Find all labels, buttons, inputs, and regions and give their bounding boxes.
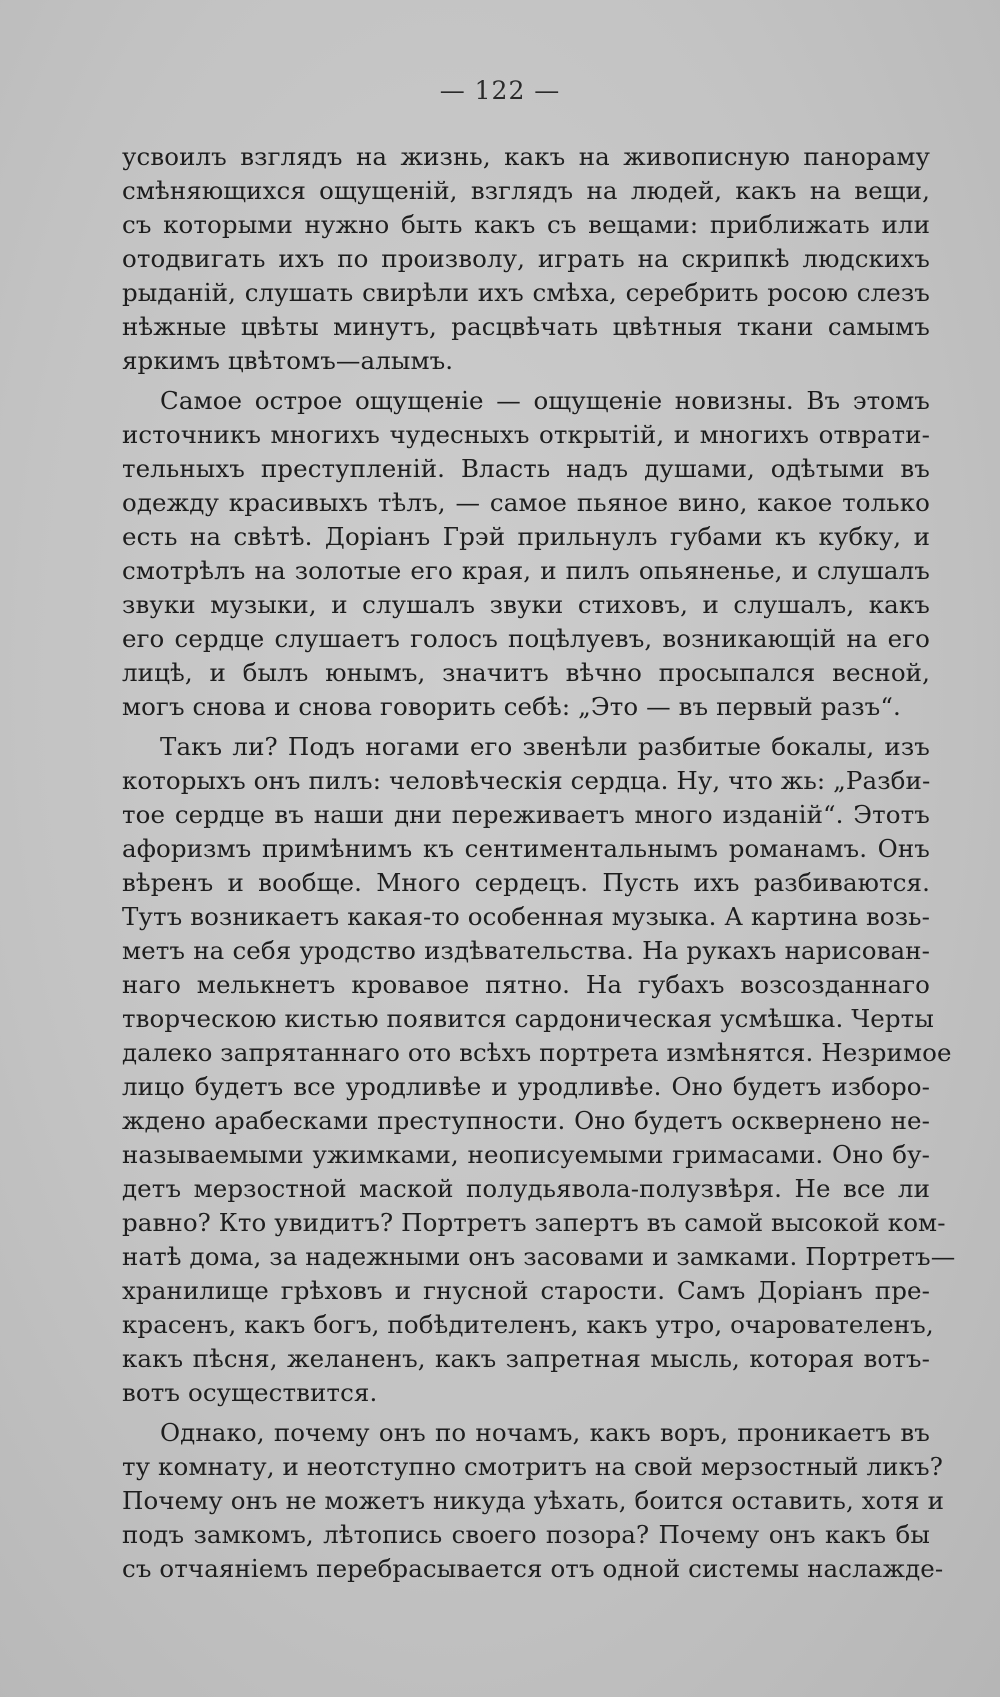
paragraph [122, 140, 930, 378]
text-line: называемыми ужимками, неописуемыми гримасами. Оно бу- [122, 1140, 930, 1169]
text-line: творческою кистью появится сардоническая усмѣшка. Черты [122, 1004, 934, 1033]
text-line: натѣ дома, за надежными онъ засовами и замками. Портретъ— [122, 1242, 956, 1271]
text-line: источникъ многихъ чудесныхъ открытій, и многихъ отврати- [122, 420, 930, 449]
text-line: усвоилъ взглядъ на жизнь, какъ на живописную панораму [122, 142, 930, 171]
page-number: — 122 — [439, 76, 561, 105]
text-line: Почему онъ не можетъ никуда уѣхать, боится оставить, хотя и [122, 1486, 945, 1515]
text-line: наго мелькнетъ кровавое пятно. На губахъ возсозданнаго [122, 970, 930, 999]
text-line: ту комнату, и неотступно смотритъ на свой мерзостный ликъ? [122, 1452, 943, 1481]
body-text [122, 140, 956, 1586]
text-line: какъ пѣсня, желаненъ, какъ запретная мысль, которая вотъ- [122, 1344, 930, 1373]
text-line: тельныхъ преступленій. Власть надъ душами, одѣтыми въ [122, 454, 930, 483]
text-line: есть на свѣтѣ. Доріанъ Грэй прильнулъ губами къ кубку, и [122, 522, 930, 551]
text-line: отодвигать ихъ по произволу, играть на скрипкѣ людскихъ [122, 244, 930, 273]
text-line: вѣренъ и вообще. Много сердецъ. Пусть ихъ разбиваются. [122, 868, 930, 897]
text-line: Самое острое ощущеніе — ощущеніе новизны. Въ этомъ [160, 386, 930, 415]
text-line: Однако, почему онъ по ночамъ, какъ воръ, проникаетъ въ [160, 1418, 930, 1447]
text-line: далеко запрятаннаго ото всѣхъ портрета измѣнятся. Незримое [122, 1038, 952, 1067]
text-line: одежду красивыхъ тѣлъ, — самое пьяное вино, какое только [122, 488, 930, 517]
text-line: лицо будетъ все уродливѣе и уродливѣе. Оно будетъ изборо- [122, 1072, 930, 1101]
text-line: лицѣ, и былъ юнымъ, значитъ вѣчно просыпался весной, [122, 658, 930, 687]
text-line: яркимъ цвѣтомъ—алымъ. [122, 346, 454, 375]
paragraph [122, 384, 930, 724]
text-line: тое сердце въ наши дни переживаетъ много изданій“. Этотъ [122, 800, 930, 829]
text-line: ждено арабесками преступности. Оно будетъ осквернено не- [122, 1106, 930, 1135]
text-line: Такъ ли? Подъ ногами его звенѣли разбитые бокалы, изъ [160, 732, 930, 761]
text-line: которыхъ онъ пилъ: человѣческія сердца. Ну, что жь: „Разби- [122, 766, 931, 795]
text-line: звуки музыки, и слушалъ звуки стиховъ, и слушалъ, какъ [122, 590, 930, 619]
paragraph [122, 1416, 945, 1586]
text-line: хранилище грѣховъ и гнусной старости. Самъ Доріанъ пре- [122, 1276, 930, 1305]
text-line: нѣжные цвѣты минутъ, расцвѣчать цвѣтныя ткани самымъ [122, 312, 930, 341]
text-line: равно? Кто увидитъ? Портретъ запертъ въ самой высокой ком- [122, 1208, 946, 1237]
text-line: вотъ осуществится. [122, 1378, 378, 1407]
text-line: Тутъ возникаетъ какая-то особенная музыка. А картина возь- [122, 902, 930, 931]
text-line: детъ мерзостной маской полудьявола-полузвѣря. Не все ли [122, 1174, 930, 1203]
text-line: подъ замкомъ, лѣтопись своего позора? Почему онъ какъ бы [122, 1520, 930, 1549]
text-line: афоризмъ примѣнимъ къ сентиментальнымъ романамъ. Онъ [122, 834, 930, 863]
text-line: могъ снова и снова говорить себѣ: „Это — въ первый разъ“. [122, 692, 901, 721]
paragraph [122, 730, 956, 1410]
text-line: смѣняющихся ощущеній, взглядъ на людей, какъ на вещи, [122, 176, 930, 205]
text-line: красенъ, какъ богъ, побѣдителенъ, какъ утро, очарователенъ, [122, 1310, 934, 1339]
text-line: рыданій, слушать свирѣли ихъ смѣха, серебрить росою слезъ [122, 278, 930, 307]
text-line: смотрѣлъ на золотые его края, и пилъ опьяненье, и слушалъ [122, 556, 930, 585]
text-line: метъ на себя уродство издѣвательства. На рукахъ нарисован- [122, 936, 930, 965]
text-line: его сердце слушаетъ голосъ поцѣлуевъ, возникающій на его [122, 624, 930, 653]
text-line: съ которыми нужно быть какъ съ вещами: приближать или [122, 210, 930, 239]
text-line: съ отчаяніемъ перебрасывается отъ одной системы наслажде- [122, 1554, 944, 1583]
